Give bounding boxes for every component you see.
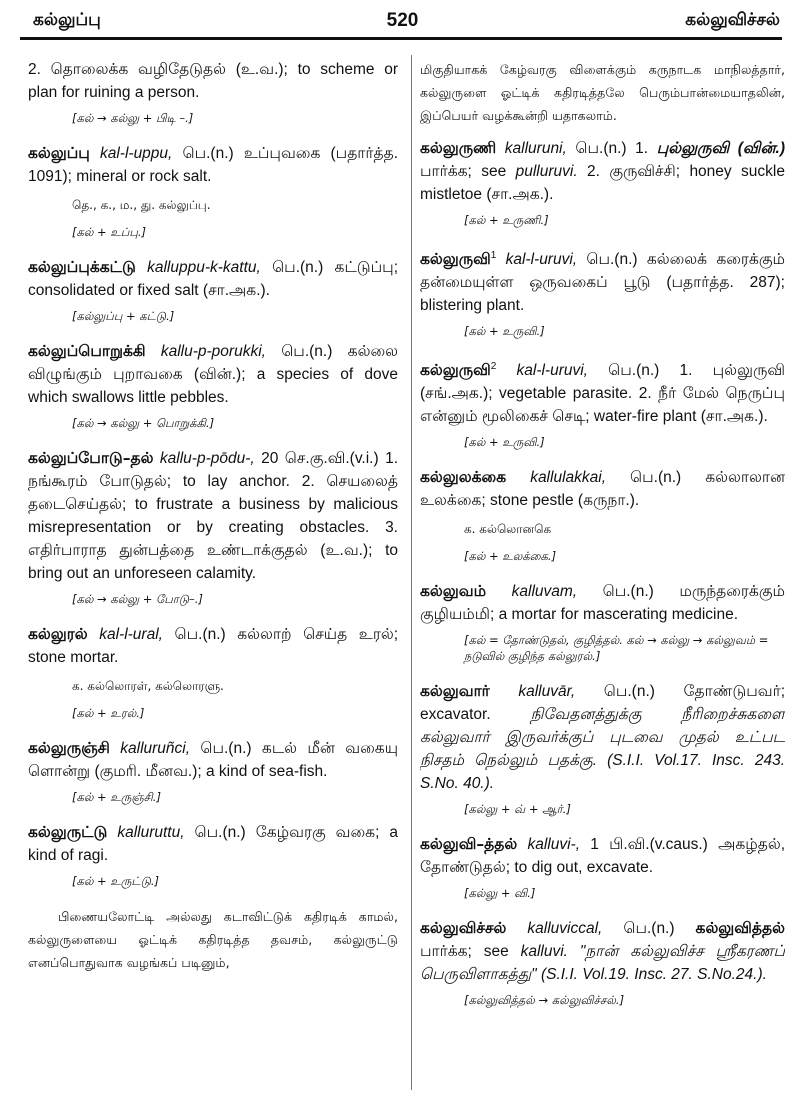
inscription-quote: "நான் கல்லுவிச்ச ஸ்ரீகரணப் பெருவிளாகத்து" (S.I.I. Vol.19. Insc. 27. S.No.24.). xyxy=(420,943,785,984)
etymology: [கல் + உப்பு.] xyxy=(72,225,147,239)
transliteration: kalluvi-, xyxy=(527,836,581,854)
header-left-guide-word: கல்லுப்பு xyxy=(33,10,101,30)
etymology: [கல்லுவித்தல் → கல்லுவிச்சல்.] xyxy=(464,993,625,1008)
entry-kalluruttu xyxy=(28,821,398,867)
entry-kalluppu xyxy=(28,142,398,188)
headword: கல்லுருவி xyxy=(420,361,491,380)
explanatory-paragraph-continued: மிகுதியாகக் கேழ்வரகு விளைக்கும் கருநாடக மாநிலத்தார், கல்லுருளை ஓட்டிக் கதிரடித்தலே பெரும்பான்மையாதலின், இப்பெயர் வழக்கூன்றி யதாகலாம். xyxy=(420,62,785,123)
homograph-number: 1 xyxy=(490,250,497,261)
definition: பெ.(n.) உப்புவகை (பதார்த்த. 1091); mineral or rock salt. xyxy=(28,145,398,185)
headword: கல்லுப்பு xyxy=(28,144,90,162)
entry-kallulakkai xyxy=(420,466,785,512)
headword: கல்லுப்போடு–தல் xyxy=(28,449,154,467)
etymology: [கல்லுப்பு + கட்டு.] xyxy=(72,309,175,323)
definition: 20 செ.கு.வி.(v.i.) 1. நங்கூரம் போடுதல்; to lay anchor. 2. செயலைத் தடைசெய்தல்; to frustrate a business by malicious misrepresentation or by creating obstacles. 3. எதிர்பாராத துன்பத்தை உண்டாக்குதல் (உ.வ.); to bring out an unforeseen calamity. xyxy=(28,450,398,582)
entry-kalluruñci xyxy=(28,737,398,783)
headword: கல்லுவி–த்தல் xyxy=(420,835,518,854)
see-reference: pulluruvi. xyxy=(515,163,578,180)
etymology: [கல் + உருணி.] xyxy=(464,213,549,227)
headword: கல்லுவார் xyxy=(420,682,490,701)
inscription-quote: நிவேதனத்துக்கு நீரிறைச்சுகளை கல்லுவார் இருவர்க்குப் புடவை முதல் உட்பட நிசதம் நெல்லும் பதக்கு. (S.I.I. Vol.17. Insc. 243. S.No. 40.). xyxy=(420,706,785,793)
entry-kalluppporukki xyxy=(28,340,398,409)
definition: பெ.(n.) கல்லாலான உலக்கை; stone pestle (கருநா.). xyxy=(420,469,785,510)
etymology: [கல் = தோண்டுதல், குழித்தல். கல் → கல்லு → கல்லுவம் = நடுவில் குழிந்த கல்லுரல்.] xyxy=(464,633,769,664)
right-column xyxy=(420,58,785,1092)
headword: கல்லுலக்கை xyxy=(420,468,507,487)
etymology: [கல்லு + வி.] xyxy=(464,886,536,901)
definition: பார்க்க; see xyxy=(420,163,516,180)
definition: பெ.(n.) xyxy=(602,920,696,938)
headword: கல்லுவம் xyxy=(420,582,487,601)
transliteration: kalluvam, xyxy=(511,583,578,601)
transliteration: kalluruñci, xyxy=(120,740,191,757)
headword: கல்லுருஞ்சி xyxy=(28,739,110,757)
headword: கல்லுரல் xyxy=(28,625,88,643)
definition: பார்க்க; see xyxy=(420,943,521,961)
headword: கல்லுருணி xyxy=(420,139,497,157)
cognates: க. கல்லொரள், கல்லொரளு. xyxy=(72,679,224,693)
transliteration: kallu-p-porukki, xyxy=(160,343,266,360)
definition: 2. குருவிச்சி; honey suckle mistletoe (சா.அக.). xyxy=(420,163,785,203)
definition: பெ.(n.) கேழ்வரகு வகை; a kind of ragi. xyxy=(28,824,398,864)
entry-kalluruvi-2 xyxy=(420,355,785,428)
transliteration: kalluvār, xyxy=(518,683,576,701)
definition: 1 பி.வி.(v.caus.) அகழ்தல், தோண்டுதல்; to dig out, excavate. xyxy=(420,836,785,877)
transliteration: kallu-p-pōdu-, xyxy=(159,450,255,467)
etymology: [கல் → கல்லு + பிடி –.] xyxy=(72,111,194,125)
cross-reference: புல்லுருவி (வின்.) xyxy=(656,140,785,157)
entry-continuation xyxy=(28,58,398,104)
definition: பெ.(n.) 1. xyxy=(566,140,657,157)
definition: பெ.(n.) கடல் மீன் வகையு ளொன்று (குமரி. மீனவ.); a kind of sea-fish. xyxy=(28,740,398,780)
entry-kallupppodu xyxy=(28,447,398,585)
explanatory-paragraph: பிணையலோட்டி அல்லது கடாவிட்டுக் கதிரடிக் காமல், கல்லுருளையை ஓட்டிக் கதிரடித்த தவசம், கல்லுருட்டு எனப்பொதுவாக வழங்கப் படினும், xyxy=(28,909,398,970)
definition: பெ.(n.) 1. புல்லுருவி (சங்.அக.); vegetable parasite. 2. நீர் மேல் நெருப்பு என்னும் மூலிகைச் செடி; water-fire plant (சா.அக.). xyxy=(420,362,785,426)
page-header xyxy=(25,6,780,34)
transliteration: kalluruttu, xyxy=(117,824,185,841)
cognates: க. கல்லொனகெ xyxy=(464,522,552,537)
headword: கல்லுப்பொறுக்கி xyxy=(28,342,146,360)
transliteration: kalluppu-k-kattu, xyxy=(147,259,261,276)
entry-kalluvar xyxy=(420,680,785,795)
transliteration: kal-l-uruvi, xyxy=(505,251,578,269)
definition: பெ.(n.) கட்டுப்பு; consolidated or fixed salt (சா.அக.). xyxy=(28,259,398,299)
transliteration: kal-l-ural, xyxy=(99,626,163,643)
definition: பெ.(n.) கல்லை விழுங்கும் புறாவகை (வின்.); a species of dove which swallows little pebbles. xyxy=(28,343,398,406)
entry-text: 2. தொலைக்க வழிதேடுதல் (உ.வ.); to scheme or plan for ruining a person. xyxy=(28,61,398,101)
entry-kalluvittal xyxy=(420,833,785,879)
transliteration: kalluviccal, xyxy=(527,920,603,938)
etymology: [கல் + உருவி.] xyxy=(464,435,545,450)
cross-reference: கல்லுவித்தல் xyxy=(695,920,785,938)
cognates: தெ., க., ம., து. கல்லுப்பு. xyxy=(72,198,211,212)
entry-kalluviccal xyxy=(420,917,785,986)
transliteration: kal-l-uppu, xyxy=(99,145,173,162)
etymology: [கல் + உருவி.] xyxy=(464,324,545,339)
definition: பெ.(n.) கல்லைக் கரைக்கும் தன்மையுள்ள ஒருவகைப் பூடு (பதார்த்த. 287); blistering plant. xyxy=(420,251,785,315)
definition: பெ.(n.) மருந்தரைக்கும் குழியம்மி; a mortar for mascerating medicine. xyxy=(420,583,785,624)
etymology: [கல் + உருஞ்சி.] xyxy=(72,790,161,804)
transliteration: kalluruni, xyxy=(504,140,567,157)
transliteration: kal-l-uruvi, xyxy=(516,362,588,380)
headword: கல்லுப்புக்கட்டு xyxy=(28,258,136,276)
entry-kalluvam xyxy=(420,580,785,626)
homograph-number: 2 xyxy=(490,361,497,373)
see-reference: kalluvi. xyxy=(520,943,568,961)
definition: பெ.(n.) தோண்டுபவர்; excavator. xyxy=(420,683,785,724)
headword: கல்லுருவி xyxy=(420,250,491,269)
column-divider xyxy=(411,55,412,1090)
left-column xyxy=(28,58,398,1092)
entry-kalluruvi-1 xyxy=(420,244,785,317)
etymology: [கல் → கல்லு + போடு–.] xyxy=(72,592,203,606)
entry-kalluruni xyxy=(420,137,785,206)
header-rule xyxy=(20,37,782,40)
headword: கல்லுவிச்சல் xyxy=(420,919,507,938)
entry-kallural xyxy=(28,623,398,669)
headword: கல்லுருட்டு xyxy=(28,823,108,841)
etymology: [கல்லு + வ் + ஆர்.] xyxy=(464,802,571,817)
etymology: [கல் → கல்லு + பொறுக்கி.] xyxy=(72,416,215,430)
page-number: 520 xyxy=(386,10,419,31)
definition: பெ.(n.) கல்லாற் செய்த உரல்; stone mortar. xyxy=(28,626,398,666)
etymology: [கல் + உரல்.] xyxy=(72,706,145,720)
header-right-guide-word: கல்லுவிச்சல் xyxy=(685,10,780,30)
transliteration: kallulakkai, xyxy=(530,469,606,487)
entry-kalluppukkattu xyxy=(28,256,398,302)
etymology: [கல் + உலக்கை.] xyxy=(464,549,557,564)
etymology: [கல் + உருட்டு.] xyxy=(72,874,159,888)
